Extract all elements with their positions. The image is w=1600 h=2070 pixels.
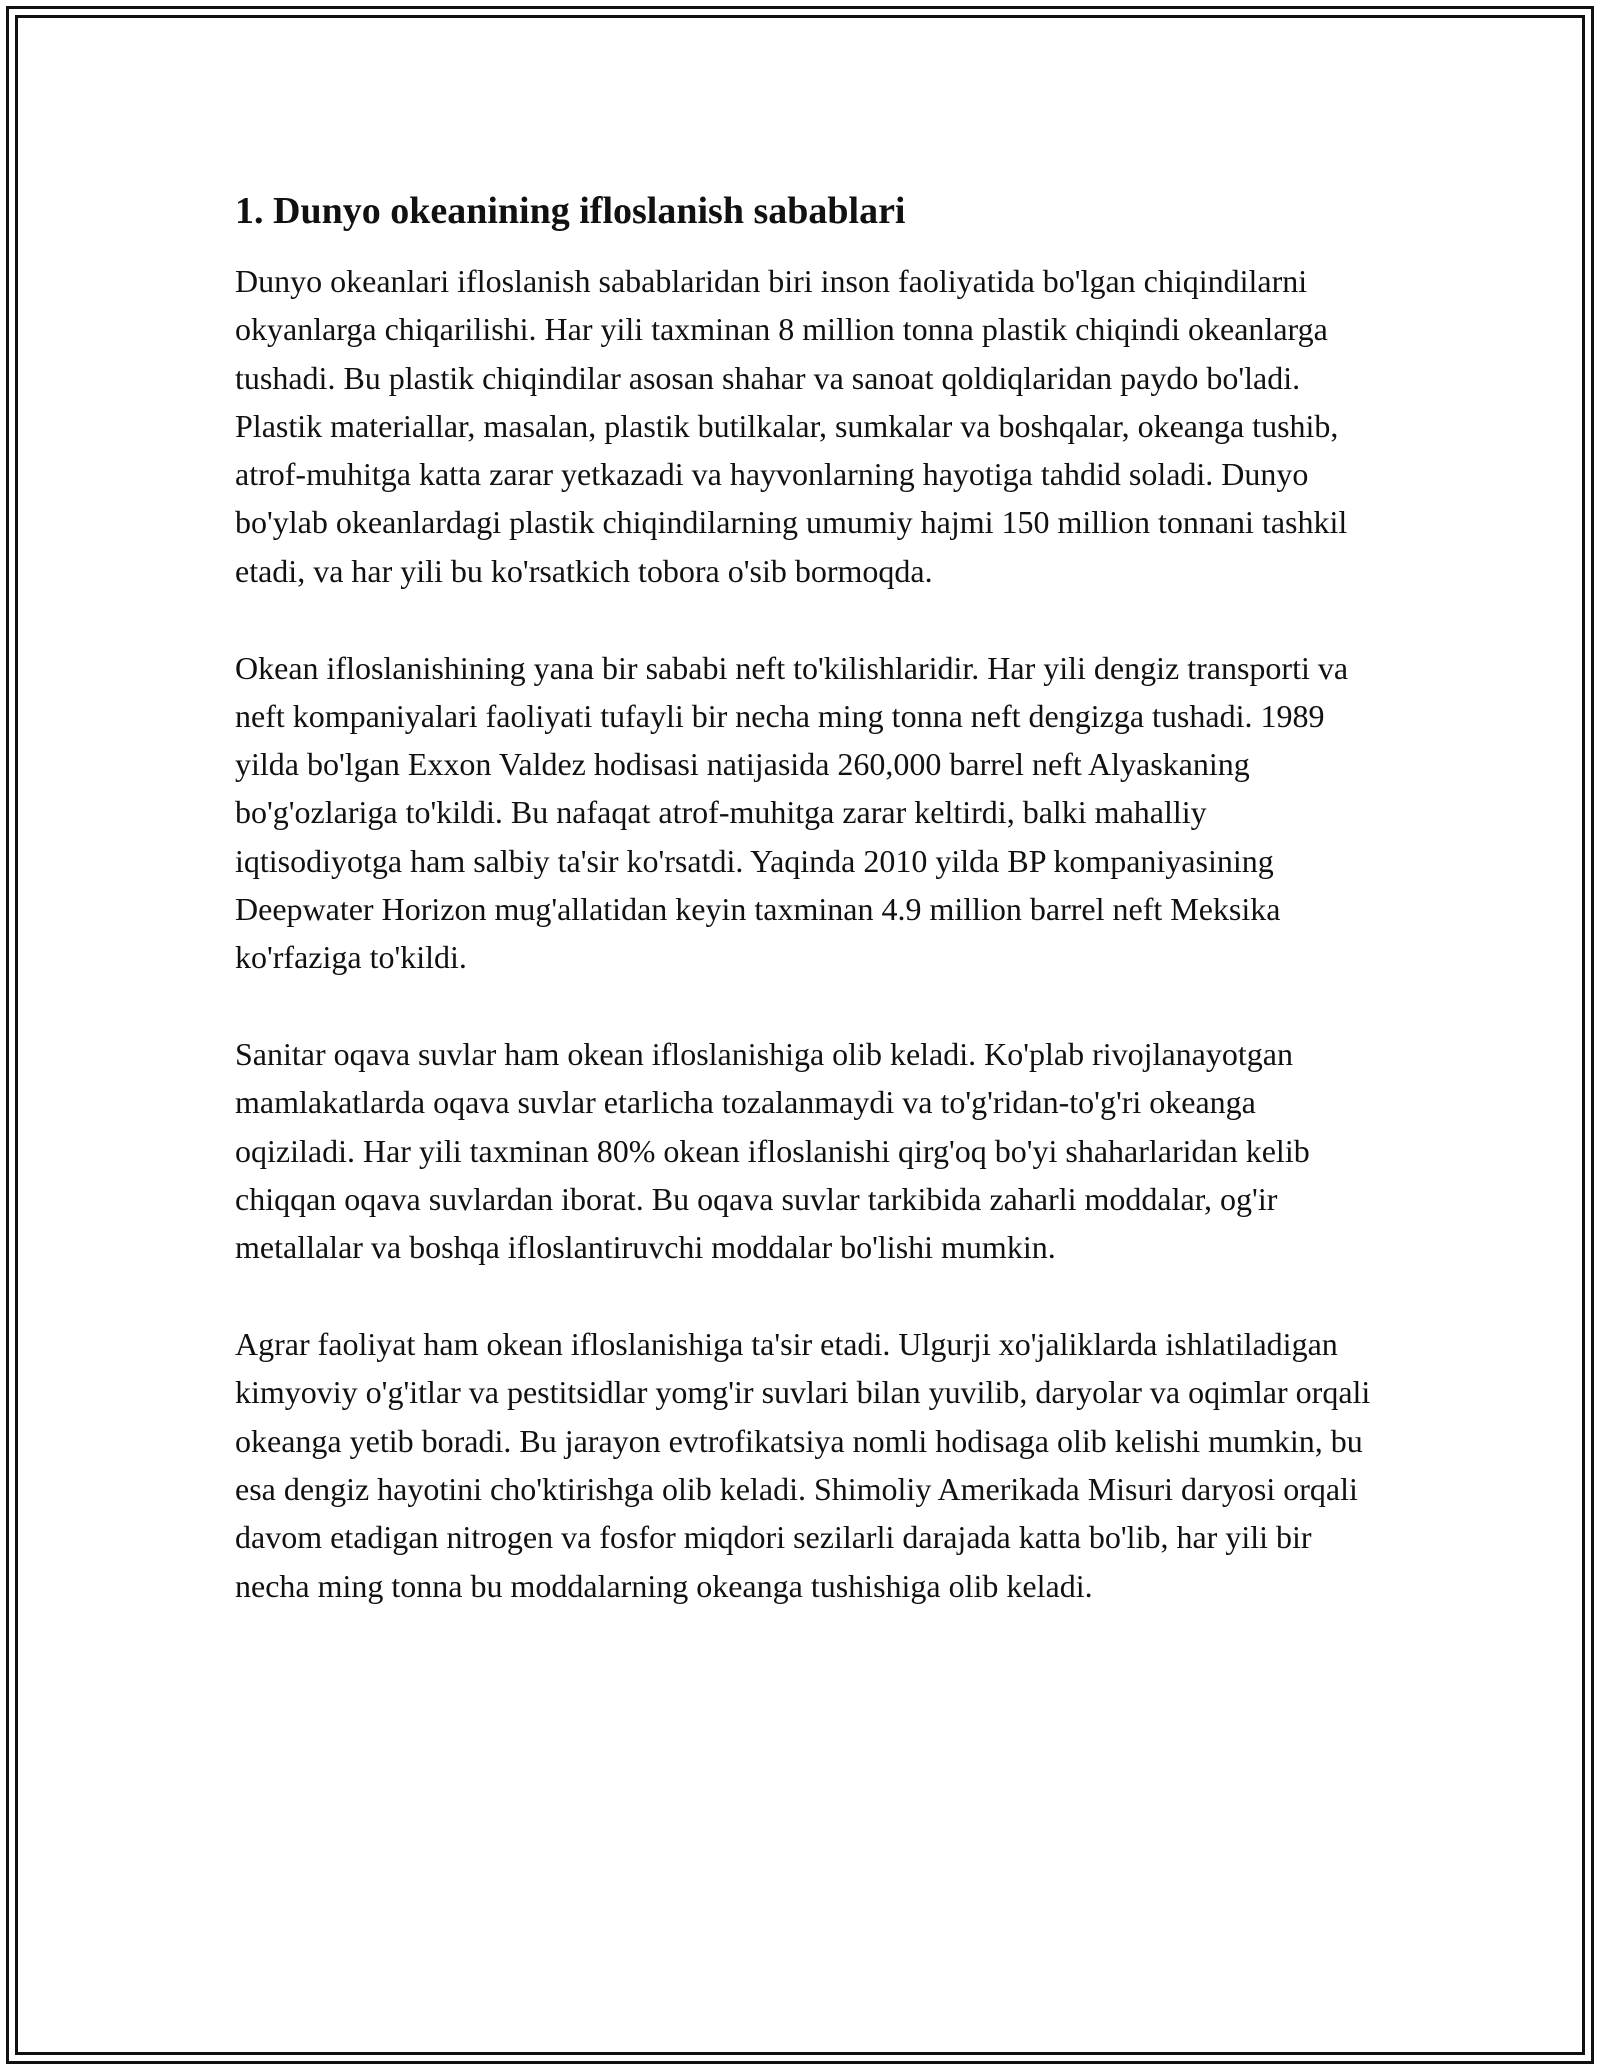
paragraph-plastic-waste: Dunyo okeanlari ifloslanish sabablaridan biri inson faoliyatida bo'lgan chiqindilarni okyanlarga chiqarilishi. Har yili taxminan 8 million tonna plastik chiqindi okeanlarga tushadi. Bu plastik chiqindilar asosan shahar va sanoat qoldiqlaridan paydo bo'ladi. Plastik materiallar, masalan, plastik butilkalar, sumkalar va boshqalar, okeanga tushib, atrof-muhitga katta zarar yetkazadi va hayvonlarning hayotiga tahdid soladi. Dunyo bo'ylab okeanlardagi plastik chiqindilarning umumiy hajmi 150 million tonnani tashkil etadi, va har yili bu ko'rsatkich tobora o'sib bormoqda. bbox=[235, 263, 1348, 589]
document-body bbox=[235, 185, 1375, 1658]
paragraph-sewage: Sanitar oqava suvlar ham okean ifloslanishiga olib keladi. Ko'plab rivojlanayotgan mamlakatlarda oqava suvlar etarlicha tozalanmaydi va to'g'ridan-to'g'ri okeanga oqiziladi. Har yili taxminan 80% okean ifloslanishi qirg'oq bo'yi shaharlaridan kelib chiqqan oqava suvlardan iborat. Bu oqava suvlar tarkibida zaharli moddalar, og'ir metallalar va boshqa ifloslantiruvchi moddalar bo'lishi mumkin. bbox=[235, 1036, 1310, 1266]
paragraph-agriculture: Agrar faoliyat ham okean ifloslanishiga ta'sir etadi. Ulgurji xo'jaliklarda ishlatiladigan kimyoviy o'g'itlar va pestitsidlar yomg'ir suvlari bilan yuvilib, daryolar va oqimlar orqali okeanga yetib boradi. Bu jarayon evtrofikatsiya nomli hodisaga olib kelishi mumkin, bu esa dengiz hayotini cho'ktirishga olib keladi. Shimoliy Amerikada Misuri daryosi orqali davom etadigan nitrogen va fosfor miqdori sezilarli darajada katta bo'lib, har yili bir necha ming tonna bu moddalarning okeanga tushishiga olib keladi. bbox=[235, 1326, 1371, 1604]
paragraph-oil-spills: Okean ifloslanishining yana bir sababi neft to'kilishlaridir. Har yili dengiz transporti va neft kompaniyalari faoliyati tufayli bir necha ming tonna neft dengizga tushadi. 1989 yilda bo'lgan Exxon Valdez hodisasi natijasida 260,000 barrel neft Alyaskaning bo'g'ozlariga to'kildi. Bu nafaqat atrof-muhitga zarar keltirdi, balki mahalliy iqtisodiyotga ham salbiy ta'sir ko'rsatdi. Yaqinda 2010 yilda BP kompaniyasining Deepwater Horizon mug'allatidan keyin taxminan 4.9 million barrel neft Meksika ko'rfaziga to'kildi. bbox=[235, 649, 1349, 976]
section-heading: 1. Dunyo okeanining ifloslanish sabablari bbox=[235, 190, 906, 232]
